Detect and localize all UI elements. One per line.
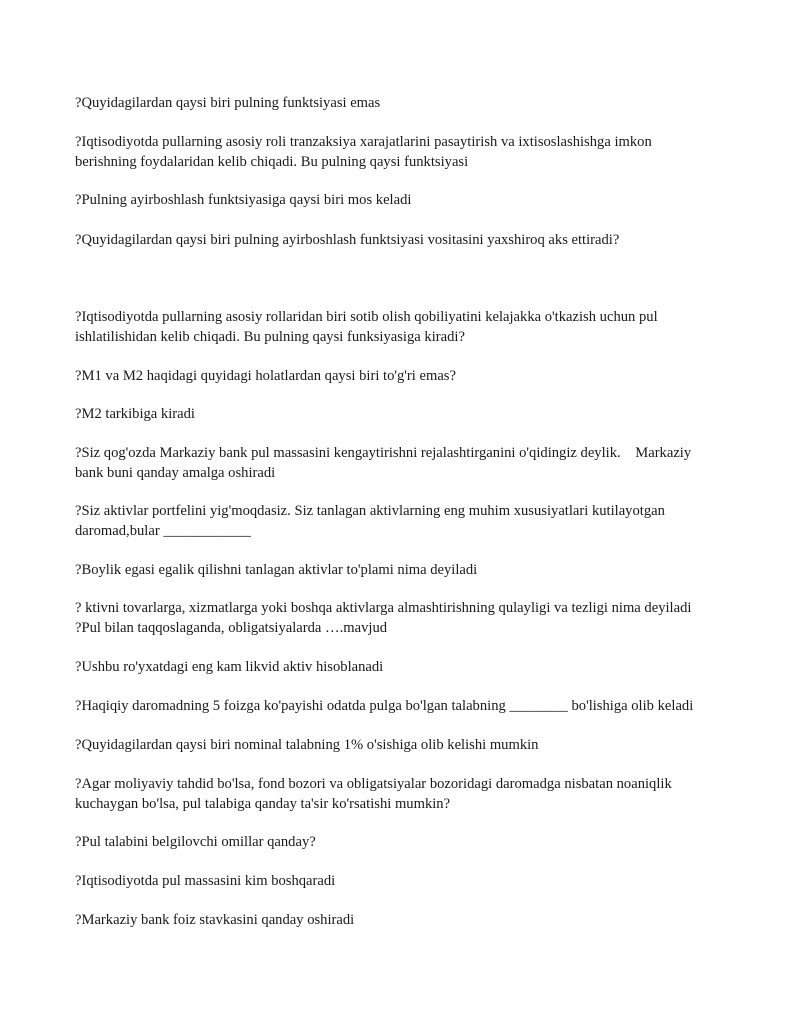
- question-text: ?Agar moliyaviy tahdid bo'lsa, fond bozori va obligatsiyalar bozoridagi daromadga nisbatan noaniqlik kuchaygan bo'lsa, pul talabiga qanday ta'sir ko'rsatishi mumkin?: [75, 776, 672, 812]
- question-text: ?Pul talabini belgilovchi omillar qanday?: [75, 834, 316, 850]
- question-text: ?Quyidagilardan qaysi biri pulning funktsiyasi emas: [75, 95, 381, 111]
- question-text: ?Ushbu ro'yxatdagi eng kam likvid aktiv hisoblanadi: [75, 659, 384, 675]
- question-text: ?Haqiqiy daromadning 5 foizga ko'payishi odatda pulga bo'lgan talabning ________ bo'lishiga olib keladi: [75, 698, 694, 714]
- question-text: ?Siz aktivlar portfelini yig'moqdasiz. Siz tanlagan aktivlarning eng muhim xususiyatlari kutilayotgan daromad,bular ____________: [75, 503, 665, 539]
- question-text: ?Pulning ayirboshlash funktsiyasiga qaysi biri mos keladi: [75, 192, 412, 208]
- question-text: ?Iqtisodiyotda pul massasini kim boshqaradi: [75, 873, 336, 889]
- question-text: ?M1 va M2 haqidagi quyidagi holatlardan qaysi biri to'g'ri emas?: [75, 368, 456, 384]
- question-text: ?Siz qog'ozda Markaziy bank pul massasini kengaytirishni rejalashtirganini o'qidingiz deylik. Markaziy bank buni qanday amalga oshiradi: [75, 445, 692, 481]
- question-text: ?Markaziy bank foiz stavkasini qanday oshiradi: [75, 912, 355, 928]
- question-text: ?Boylik egasi egalik qilishni tanlagan aktivlar to'plami nima deyiladi: [75, 562, 478, 578]
- question-text: ?Quyidagilardan qaysi biri pulning ayirboshlash funktsiyasi vositasini yaxshiroq aks ettiradi?: [75, 232, 620, 248]
- question-text: ?Quyidagilardan qaysi biri nominal talabning 1% o'sishiga olib kelishi mumkin: [75, 737, 539, 753]
- question-text: ?Iqtisodiyotda pullarning asosiy roli tranzaksiya xarajatlarini pasaytirish va ixtisoslashishga imkon berishning foydalaridan kelib chiqadi. Bu pulning qaysi funktsiyasi: [75, 134, 652, 170]
- question-text: ? ktivni tovarlarga, xizmatlarga yoki boshqa aktivlarga almashtirishning qulayligi va tezligi nima deyiladi ?Pul bilan taqqoslaganda, obligatsiyalarda ….mavjud: [75, 600, 692, 636]
- question-text: ?Iqtisodiyotda pullarning asosiy rollaridan biri sotib olish qobiliyatini kelajakka o'tkazish uchun pul ishlatilishidan kelib chiqadi. Bu pulning qaysi funksiyasiga kiradi?: [75, 309, 658, 345]
- question-text: ?M2 tarkibiga kiradi: [75, 406, 195, 422]
